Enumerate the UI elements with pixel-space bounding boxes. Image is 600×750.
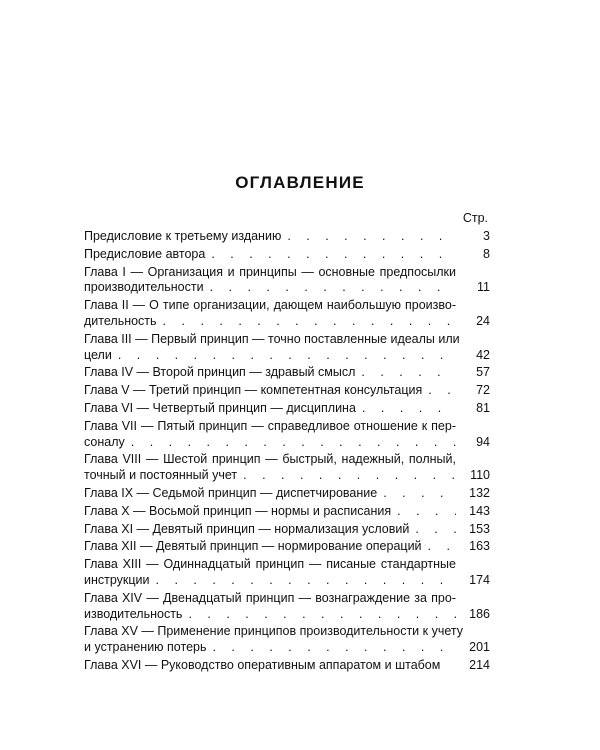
toc-page-number: 201 [469, 640, 490, 655]
toc-entry-text: производительности [84, 280, 204, 295]
toc-entry [84, 452, 490, 484]
toc-entry [84, 522, 490, 538]
toc-entry-text: Предисловие автора [84, 246, 206, 261]
toc-entry-line [84, 383, 456, 399]
toc-page-number: 42 [476, 347, 490, 362]
toc-entry [84, 486, 490, 502]
toc-entry-text: Глава IX — Седьмой принцип — диспетчирование [84, 485, 378, 500]
dot-leader [163, 314, 456, 330]
toc-entry [84, 229, 490, 245]
toc-entry-line [84, 504, 456, 520]
dot-leader [243, 468, 456, 484]
toc-entry-line: Глава XIII — Одиннадцатый принцип — писаные стандартные [84, 557, 456, 572]
table-of-contents [84, 229, 490, 674]
toc-entry-line [84, 365, 456, 381]
dot-leader [415, 522, 456, 538]
dot-leader [397, 504, 456, 520]
toc-entry [84, 365, 490, 381]
toc-entry-line [84, 573, 456, 589]
toc-entry-line [84, 229, 456, 245]
page-title: ОГЛАВЛЕНИЕ [235, 173, 365, 192]
toc-entry-text: Глава IV — Второй принцип — здравый смысл [84, 365, 356, 380]
toc-entry [84, 591, 490, 623]
toc-page-number: 11 [477, 280, 490, 295]
toc-page-number: 24 [476, 313, 490, 328]
toc-entry-line [84, 401, 456, 417]
toc-page-number: 153 [469, 521, 490, 536]
toc-entry-text: инструкции [84, 572, 150, 587]
toc-page-number: 132 [469, 485, 490, 500]
toc-entry-line: Глава III — Первый принцип — точно поставленные идеалы или [84, 331, 460, 346]
toc-entry-text: Глава XII — Девятый принцип — нормирование операций [84, 539, 422, 554]
toc-entry [84, 658, 490, 674]
toc-entry [84, 401, 490, 417]
toc-entry-line [84, 522, 456, 538]
toc-entry [84, 332, 490, 364]
toc-page-number: 8 [483, 246, 490, 261]
toc-page-number: 57 [476, 365, 490, 380]
dot-leader [428, 383, 456, 399]
dot-leader [118, 348, 456, 364]
dot-leader [361, 365, 456, 381]
toc-entry-line [84, 486, 456, 502]
dot-leader [212, 640, 456, 656]
toc-entry-line [84, 280, 456, 296]
toc-entry-line [84, 314, 456, 330]
toc-entry-line: Глава I — Организация и принципы — основные предпосылки [84, 264, 456, 279]
dot-leader [188, 607, 456, 623]
toc-entry [84, 419, 490, 451]
toc-page-number: 174 [469, 572, 490, 587]
toc-entry [84, 383, 490, 399]
toc-page-number: 72 [476, 383, 490, 398]
dot-leader [383, 486, 456, 502]
toc-entry [84, 298, 490, 330]
toc-entry-text: цели [84, 347, 112, 362]
toc-entry [84, 557, 490, 589]
toc-page-number: 94 [476, 434, 490, 449]
page-column-label: Стр. [462, 211, 488, 225]
toc-entry-text: Глава VI — Четвертый принцип — дисциплина [84, 400, 356, 415]
toc-page-number: 186 [469, 606, 490, 621]
toc-entry-text: Глава XI — Девятый принцип — нормализация условий [84, 521, 410, 536]
toc-entry [84, 247, 490, 263]
toc-entry-line [84, 468, 456, 484]
toc-entry-text: Глава V — Третий принцип — компетентная консультация [84, 383, 423, 398]
toc-entry-line: Глава II — О типе организации, дающем наибольшую произво- [84, 298, 456, 313]
toc-entry-line: Глава VII — Пятый принцип — справедливое отношение к пер- [84, 418, 456, 433]
toc-page-number: 163 [469, 539, 490, 554]
toc-entry-text: Глава X — Восьмой принцип — нормы и расписания [84, 503, 392, 518]
toc-page-number: 214 [469, 657, 490, 672]
dot-leader [287, 229, 456, 245]
toc-entry-line [84, 435, 456, 451]
dot-leader [131, 435, 456, 451]
dot-leader [211, 247, 456, 263]
toc-entry [84, 539, 490, 555]
dot-leader [362, 401, 456, 417]
toc-entry-text: изводительность [84, 606, 183, 621]
toc-entry-line [84, 348, 456, 364]
toc-entry-line: Глава XV — Применение принципов производительности к учету [84, 624, 463, 639]
toc-page-number: 110 [470, 468, 490, 483]
dot-leader [210, 280, 456, 296]
toc-entry-line [84, 607, 456, 623]
dot-leader [428, 539, 456, 555]
toc-entry-line: Глава XIV — Двенадцатый принцип — вознаграждение за про- [84, 590, 456, 605]
toc-page-number: 143 [469, 503, 490, 518]
toc-page-number: 81 [476, 400, 490, 415]
toc-entry-line [84, 247, 456, 263]
toc-entry [84, 504, 490, 520]
toc-entry-text: Глава XVI — Руководство оперативным аппаратом и штабом [84, 657, 441, 672]
toc-entry-text: и устранению потерь [84, 640, 207, 655]
toc-entry-text: точный и постоянный учет [84, 468, 238, 483]
toc-entry-line [84, 658, 456, 674]
toc-entry-text: соналу [84, 434, 125, 449]
dot-leader [156, 573, 456, 589]
toc-entry-line: Глава VIII — Шестой принцип — быстрый, надежный, полный, [84, 452, 456, 467]
toc-entry [84, 265, 490, 297]
toc-entry-line [84, 640, 456, 656]
toc-entry-text: Предисловие к третьему изданию [84, 229, 282, 243]
toc-entry [84, 624, 490, 656]
toc-entry-line [84, 539, 456, 555]
toc-page-number: 3 [483, 229, 490, 243]
toc-entry-text: дительность [84, 313, 157, 328]
